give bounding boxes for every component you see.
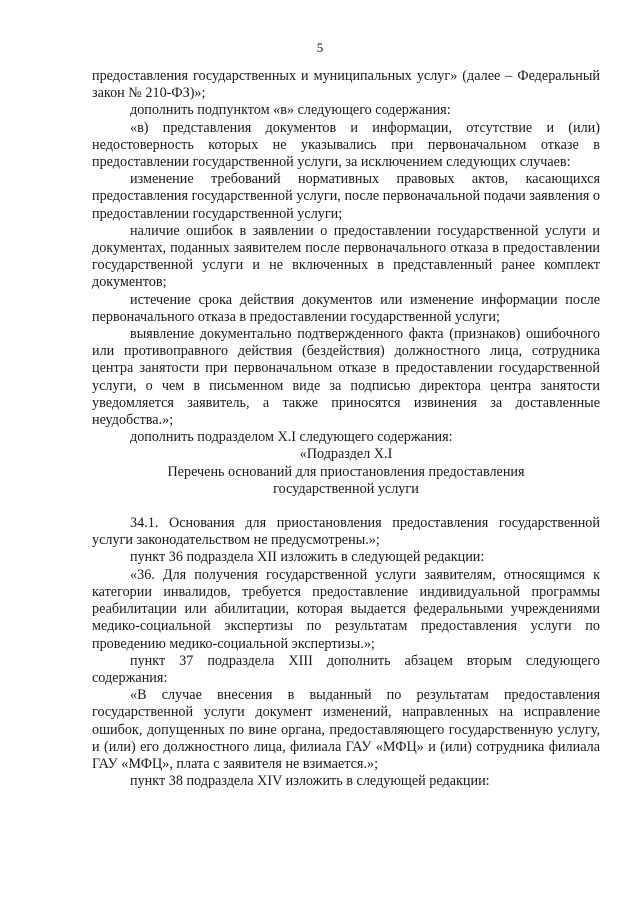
paragraph-clause-36-text: «36. Для получения государственной услуги заявителям, относящимся к категории инвалидов, требуется предоставление индивидуальной программы реабилитации или абилитации, которая выдается федеральными учреждениями медико-социальной экспертизы по результатам предоставления услуги по проведению медико-социальной экспертизы.»;: [92, 566, 600, 652]
paragraph-add-subsection: дополнить подразделом X.I следующего содержания:: [130, 429, 453, 446]
paragraph-case-official-misconduct: выявление документально подтвержденного факта (признаков) ошибочного или противоправного действия (бездействия) должностного лица, сотрудника центра занятости при первоначальном отказе в предоставлении государственной услуги, о чем в письменном виде за подписью директора центра занятости уведомляется заявитель, а также приносятся извинения за доставленные неудобства.»;: [92, 326, 600, 429]
paragraph-case-application-errors: наличие ошибок в заявлении о предоставлении государственной услуги и документах, поданных заявителем после первоначального отказа в предоставлении государственной услуги и не включенных в представленный ранее комплект документов;: [92, 222, 600, 291]
spacer: [92, 498, 600, 515]
paragraph-clause-37-intro: пункт 37 подраздела XIII дополнить абзацем вторым следующего содержания:: [92, 652, 600, 686]
paragraph-law-reference: предоставления государственных и муниципальных услуг» (далее – Федеральный закон № 210-ФЗ)»;: [92, 68, 600, 102]
paragraph-clause-34-1: 34.1. Основания для приостановления предоставления государственной услуги законодательством не предусмотрены.»;: [92, 515, 600, 549]
subsection-title-line-1: Перечень оснований для приостановления предоставления: [167, 463, 525, 480]
document-body: [92, 68, 600, 790]
paragraph-case-requirements-change: изменение требований нормативных правовых актов, касающихся предоставления государственной услуги, после первоначальной подачи заявления о предоставлении государственной услуги;: [92, 171, 600, 222]
paragraph-clause-37-text: «В случае внесения в выданный по результатам предоставления государственной услуги документ изменений, направленных на исправление ошибок, допущенных по вине органа, предоставляющего государственную услугу, и (или) его должностного лица, филиала ГАУ «МФЦ» и (или) сотрудника филиала ГАУ «МФЦ», плата с заявителя не взимается.»;: [92, 687, 600, 772]
subsection-title-line-2: государственной услуги: [273, 480, 419, 497]
paragraph-clause-38-intro: пункт 38 подраздела XIV изложить в следующей редакции:: [130, 773, 490, 790]
page-number: 5: [316, 40, 324, 55]
paragraph-case-document-expiry: истечение срока действия документов или изменение информации после первоначального отказа в предоставлении государственной услуги;: [92, 291, 600, 325]
paragraph-add-subpoint: дополнить подпунктом «в» следующего содержания:: [130, 102, 451, 119]
paragraph-subpoint-v: «в) представления документов и информации, отсутствие и (или) недостоверность которых не указывались при первоначальном отказе в предоставлении государственной услуги, за исключением следующих случаев:: [92, 119, 600, 171]
subsection-heading: «Подраздел X.I: [299, 446, 393, 463]
paragraph-clause-36-intro: пункт 36 подраздела XII изложить в следующей редакции:: [130, 549, 485, 566]
